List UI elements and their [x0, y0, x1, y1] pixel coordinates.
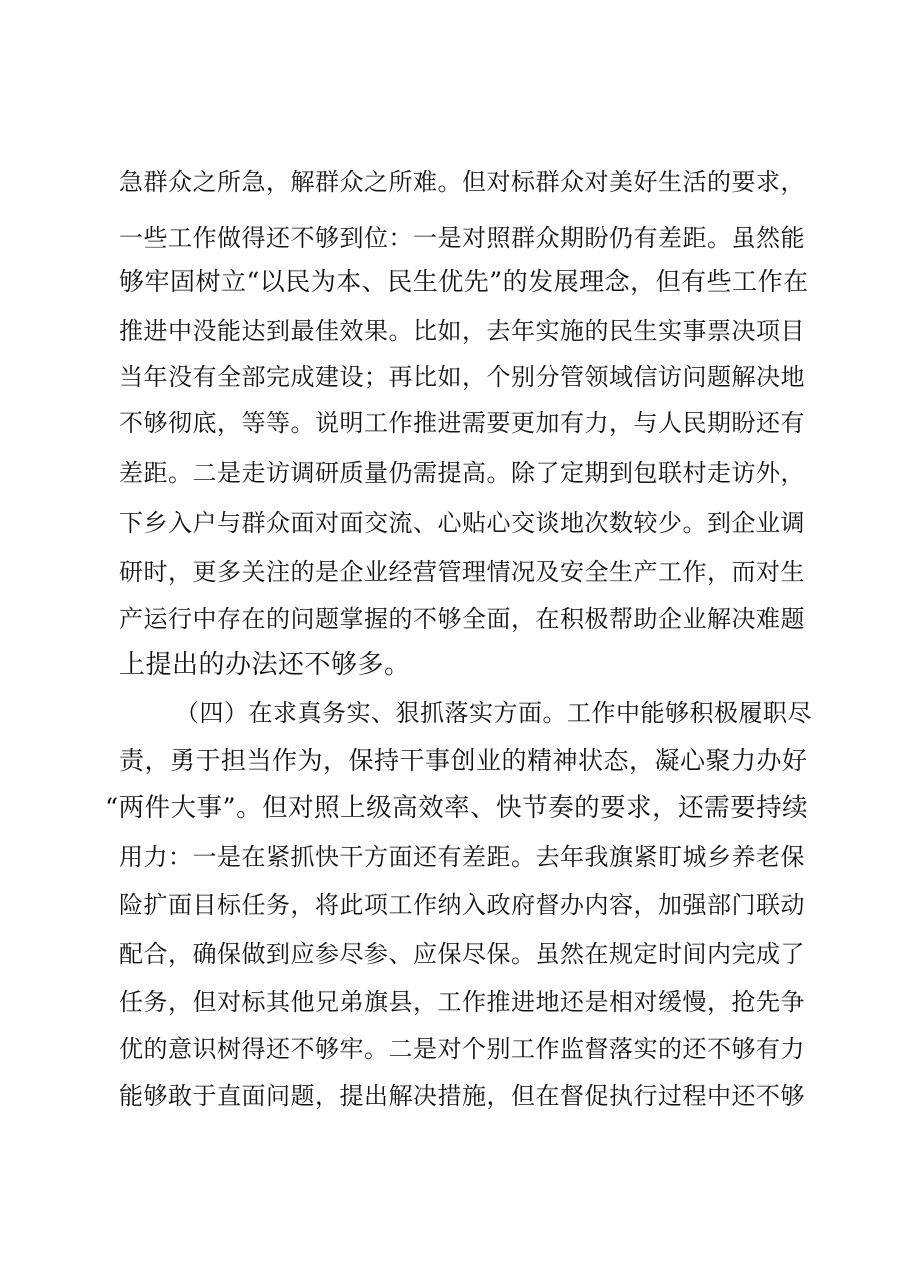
- section-heading-line: （四）在求真务实、狠抓落实方面。工作中能够积极履职尽: [175, 699, 812, 727]
- text-line: 产运行中存在的问题掌握的不够全面，在积极帮助企业解决难题: [119, 605, 805, 633]
- text-line: 一些工作做得还不够到位：一是对照群众期盼仍有差距。虽然能: [119, 224, 805, 252]
- text-line: 配合，确保做到应参尽参、应保尽保。虽然在规定时间内完成了: [119, 940, 805, 968]
- text-line: 差距。二是走访调研质量仍需提高。除了定期到包联村走访外，: [119, 459, 805, 487]
- text-line: 任务，但对标其他兄弟旗县，工作推进地还是相对缓慢，抢先争: [119, 988, 805, 1016]
- text-line: “两件大事”。但对照上级高效率、快节奏的要求，还需要持续: [105, 793, 809, 823]
- text-line: 不够彻底，等等。说明工作推进需要更加有力，与人民期盼还有: [119, 409, 805, 437]
- text-line: 险扩面目标任务，将此项工作纳入政府督办内容，加强部门联动: [119, 891, 805, 919]
- text-line: 急群众之所急，解群众之所难。但对标群众对美好生活的要求，: [119, 168, 805, 196]
- text-line: 责，勇于担当作为，保持干事创业的精神状态，凝心聚力办好: [119, 746, 808, 775]
- text-line: 上提出的办法还不够多。: [119, 650, 411, 680]
- text-line: 当年没有全部完成建设；再比如，个别分管领域信访问题解决地: [119, 363, 805, 391]
- text-line: 优的意识树得还不够牢。二是对个别工作监督落实的还不够有力: [119, 1035, 805, 1063]
- text-line: 能够敢于直面问题，提出解决措施，但在督促执行过程中还不够: [119, 1082, 805, 1110]
- text-line: 研时，更多关注的是企业经营管理情况及安全生产工作，而对生: [119, 558, 805, 586]
- text-line: 推进中没能达到最佳效果。比如，去年实施的民生实事票决项目: [119, 317, 805, 345]
- text-line: 够牢固树立“以民为本、民生优先”的发展理念，但有些工作在: [119, 267, 809, 296]
- text-line: 下乡入户与群众面对面交流、心贴心交谈地次数较少。到企业调: [119, 509, 805, 537]
- text-line: 用力：一是在紧抓快干方面还有差距。去年我旗紧盯城乡养老保: [119, 843, 805, 871]
